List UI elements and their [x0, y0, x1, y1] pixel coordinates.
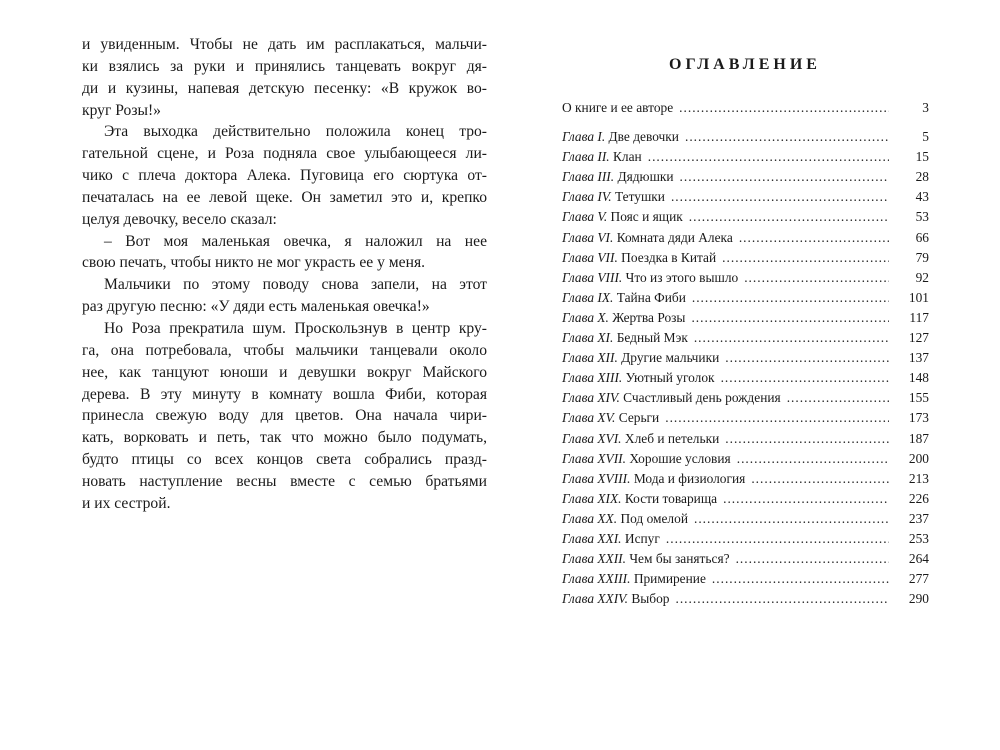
- chapter-number: Глава XXII.: [562, 551, 626, 567]
- chapter-number: Глава XXIII.: [562, 571, 631, 587]
- toc-entry[interactable]: [562, 589, 929, 609]
- leader-dots: [694, 509, 889, 529]
- page-number: 290: [908, 591, 929, 607]
- chapter-title: Дядюшки: [617, 169, 674, 185]
- toc-entry-label: [562, 328, 688, 348]
- toc-entry-label: [562, 187, 665, 207]
- chapter-number: Глава VII.: [562, 249, 618, 265]
- page-number: 137: [908, 350, 929, 366]
- leader-dots: [721, 368, 889, 388]
- chapter-title: Под омелой: [620, 510, 688, 526]
- text-line: – Вот моя маленькая овечка, я наложил на нее: [104, 232, 487, 250]
- toc-entry-label: [562, 368, 715, 388]
- text-line: будто птицы со всех концов света собрались празд-: [82, 451, 487, 469]
- toc-entry-label: [562, 207, 683, 227]
- chapter-number: Глава XXIV.: [562, 591, 628, 607]
- toc-entry[interactable]: [562, 328, 929, 348]
- text-line: ки взялись за руки и принялись танцевать вокруг дя-: [82, 57, 487, 75]
- page-number: 200: [908, 450, 929, 466]
- leader-dots: [680, 167, 889, 187]
- text-line: ди и кузины, напевая детскую песенку: «В кружок во-: [82, 79, 487, 97]
- text-line: целуя девочку, весело сказал:: [82, 210, 277, 228]
- page-number: 3: [922, 100, 929, 115]
- chapter-title: Выбор: [631, 591, 670, 607]
- leader-dots: [694, 328, 889, 348]
- page-number: 53: [915, 209, 929, 225]
- toc-entry-label: [562, 489, 717, 509]
- chapter-title: Уютный уголок: [625, 370, 715, 386]
- chapter-title: Поездка в Китай: [621, 249, 717, 265]
- page-number: 213: [908, 470, 929, 486]
- page-number: 5: [922, 129, 929, 145]
- page-number: 117: [909, 309, 929, 325]
- chapter-title: Другие мальчики: [621, 350, 720, 366]
- page-number: 79: [915, 249, 929, 265]
- toc-entry-label: [562, 449, 731, 469]
- toc-entry[interactable]: [562, 147, 929, 167]
- toc-entry[interactable]: [562, 408, 929, 428]
- page-number: 264: [908, 551, 929, 567]
- leader-dots: [685, 127, 889, 147]
- toc-entry[interactable]: [562, 469, 929, 489]
- chapter-title: Чем бы заняться?: [629, 551, 730, 567]
- toc-entry[interactable]: [562, 529, 929, 549]
- toc-entry[interactable]: [562, 207, 929, 227]
- toc-entry[interactable]: [562, 388, 929, 408]
- toc-entry-label: [562, 348, 719, 368]
- toc-entry-label: [562, 288, 686, 308]
- toc-entry[interactable]: [562, 569, 929, 589]
- chapter-title: Пояс и ящик: [610, 209, 683, 225]
- chapter-number: Глава I.: [562, 129, 606, 145]
- leader-dots: [675, 589, 889, 609]
- text-line: и увиденным. Чтобы не дать им расплакаться, мальчи-: [82, 36, 487, 53]
- leader-dots: [744, 268, 889, 288]
- toc-entry[interactable]: [562, 489, 929, 509]
- toc-entry[interactable]: [562, 268, 929, 288]
- toc-entry[interactable]: [562, 429, 929, 449]
- text-line: га, она потребовала, чтобы мальчики танцевали около: [82, 341, 487, 359]
- page-number: 92: [915, 269, 929, 285]
- chapter-number: Глава VI.: [562, 229, 614, 245]
- chapter-title: Хлеб и петельки: [624, 430, 720, 446]
- toc-entry-label: [562, 127, 679, 147]
- toc-entry[interactable]: [562, 127, 929, 147]
- toc-entry[interactable]: [562, 509, 929, 529]
- chapter-title: Тайна Фиби: [616, 289, 686, 305]
- chapter-title: Что из этого вышло: [625, 269, 739, 285]
- toc-entry-label: [562, 549, 730, 569]
- text-line: принесла свежую воду для цветов. Она начала чири-: [82, 407, 487, 425]
- chapter-number: Глава XVII.: [562, 450, 626, 466]
- chapter-title: Примирение: [633, 571, 706, 587]
- toc-entry-label: [562, 388, 781, 408]
- chapter-title: Две девочки: [608, 129, 679, 145]
- toc-entry-label: [562, 569, 706, 589]
- toc-entry-label: [562, 268, 738, 288]
- chapter-title: Мода и физиология: [633, 470, 746, 486]
- chapter-number: Глава X.: [562, 309, 609, 325]
- text-line: кать, ворковать и петь, так что можно было подумать,: [82, 429, 487, 447]
- table-of-contents: [562, 98, 929, 609]
- text-line: дерева. В эту минуту в комнату вошла Фиби, которая: [82, 385, 487, 403]
- leader-dots: [691, 308, 889, 328]
- toc-entry-label: [562, 529, 660, 549]
- text-line: Мальчики по этому поводу снова запели, на этот: [104, 276, 487, 294]
- text-line: печаталась на ее левой щеке. Он заметил это и, крепко: [82, 188, 487, 206]
- chapter-number: Глава V.: [562, 209, 608, 225]
- chapter-number: Глава XIII.: [562, 370, 623, 386]
- page-number: 173: [908, 410, 929, 426]
- leader-dots: [712, 569, 889, 589]
- text-line: Эта выходка действительно положила конец тро-: [104, 123, 487, 141]
- leader-dots: [725, 348, 889, 368]
- chapter-number: Глава XII.: [562, 350, 618, 366]
- chapter-title: Тетушки: [614, 189, 665, 205]
- chapter-number: Глава IV.: [562, 189, 612, 205]
- chapter-title: Хорошие условия: [629, 450, 731, 466]
- text-line: нее, как танцуют юноши и девушки вокруг Майского: [82, 363, 487, 381]
- leader-dots: [787, 388, 889, 408]
- page-number: 155: [908, 390, 929, 406]
- toc-entry[interactable]: [562, 167, 929, 187]
- toc-entry-label: [562, 469, 745, 489]
- leader-dots: [737, 449, 889, 469]
- text-line: чико с плеча доктора Алека. Пуговица его сюртука от-: [82, 167, 487, 185]
- toc-entry[interactable]: [562, 288, 929, 308]
- chapter-number: Глава VIII.: [562, 269, 623, 285]
- text-line: и их сестрой.: [82, 494, 171, 512]
- leader-dots: [751, 469, 889, 489]
- page-number: 187: [908, 430, 929, 446]
- leader-dots: [665, 408, 889, 428]
- toc-entry-label: [562, 248, 716, 268]
- chapter-number: Глава XV.: [562, 410, 616, 426]
- page-number: 15: [915, 149, 929, 165]
- chapter-number: Глава XXI.: [562, 530, 622, 546]
- toc-entry[interactable]: [562, 549, 929, 569]
- toc-entry-label: [562, 308, 685, 328]
- toc-entry-label: [562, 228, 733, 248]
- text-line: раз другую песню: «У дяди есть маленькая овечка!»: [82, 298, 430, 316]
- leader-dots: [739, 228, 889, 248]
- chapter-number: Глава XVI.: [562, 430, 622, 446]
- toc-entry[interactable]: [562, 449, 929, 469]
- toc-title: ОГЛАВЛЕНИЕ: [669, 56, 821, 73]
- toc-entry[interactable]: [562, 348, 929, 368]
- text-line: гательной сцене, и Роза подняла свое улыбающееся ли-: [82, 145, 487, 163]
- chapter-title: Бедный Мэк: [616, 330, 688, 346]
- toc-entry[interactable]: [562, 308, 929, 328]
- chapter-number: Глава XI.: [562, 330, 614, 346]
- text-line: новать наступление весны вместе с семью братьями: [82, 472, 487, 490]
- toc-entry[interactable]: [562, 98, 929, 118]
- chapter-number: Глава XIV.: [562, 390, 620, 406]
- leader-dots: [671, 187, 889, 207]
- toc-entry[interactable]: [562, 187, 929, 207]
- toc-entry-label: [562, 98, 673, 118]
- chapter-title: Клан: [613, 149, 642, 165]
- left-page-text: [82, 34, 487, 515]
- chapter-title: Комната дяди Алека: [616, 229, 733, 245]
- chapter-number: Глава XIX.: [562, 490, 622, 506]
- leader-dots: [722, 248, 889, 268]
- toc-entry-label: [562, 429, 719, 449]
- page-number: 226: [908, 490, 929, 506]
- text-line: свою печать, чтобы никто не мог украсть ее у меня.: [82, 254, 426, 272]
- leader-dots: [648, 147, 889, 167]
- chapter-title: О книге и ее авторе: [562, 100, 674, 115]
- chapter-number: Глава XVIII.: [562, 470, 631, 486]
- page-number: 148: [908, 370, 929, 386]
- toc-entry[interactable]: [562, 248, 929, 268]
- toc-entry[interactable]: [562, 368, 929, 388]
- chapter-number: Глава XX.: [562, 510, 618, 526]
- page-number: 28: [915, 169, 929, 185]
- leader-dots: [666, 529, 889, 549]
- toc-entry-label: [562, 147, 642, 167]
- page-number: 253: [908, 530, 929, 546]
- text-line: Но Роза прекратила шум. Проскользнув в центр кру-: [104, 319, 487, 337]
- page-number: 66: [915, 229, 929, 245]
- toc-entry-label: [562, 509, 688, 529]
- leader-dots: [692, 288, 889, 308]
- leader-dots: [736, 549, 889, 569]
- chapter-title: Серьги: [618, 410, 660, 426]
- chapter-title: Счастливый день рождения: [623, 390, 781, 406]
- leader-dots: [725, 429, 889, 449]
- leader-dots: [723, 489, 889, 509]
- page-number: 127: [908, 330, 929, 346]
- toc-entry-label: [562, 408, 659, 428]
- page-number: 101: [908, 289, 929, 305]
- chapter-title: Кости товарища: [624, 490, 718, 506]
- leader-dots: [679, 98, 889, 118]
- text-line: круг Розы!»: [82, 101, 161, 119]
- leader-dots: [689, 207, 889, 227]
- toc-entry[interactable]: [562, 228, 929, 248]
- page-number: 277: [908, 571, 929, 587]
- page-number: 43: [915, 189, 929, 205]
- chapter-number: Глава II.: [562, 149, 610, 165]
- chapter-title: Испуг: [624, 530, 660, 546]
- page-number: 237: [908, 510, 929, 526]
- chapter-number: Глава IX.: [562, 289, 614, 305]
- chapter-number: Глава III.: [562, 169, 615, 185]
- toc-entry-label: [562, 589, 669, 609]
- toc-entry-label: [562, 167, 674, 187]
- chapter-title: Жертва Розы: [612, 309, 686, 325]
